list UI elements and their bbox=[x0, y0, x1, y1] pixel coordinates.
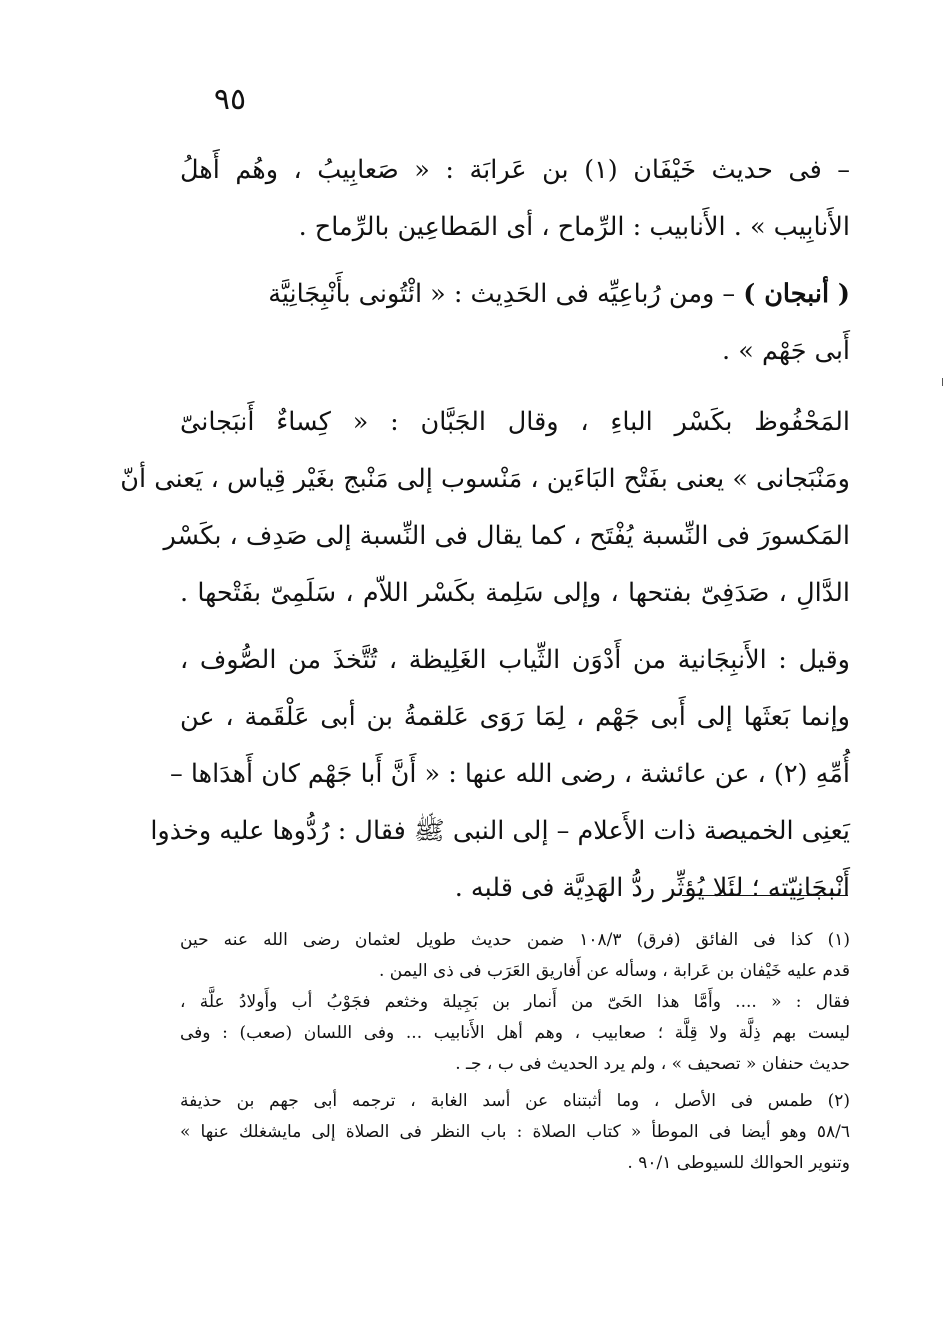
footnote-line: قدم عليه خَيْفان بن عَرابة ، وسأله عن أَفاريق العَرَب فى ذى اليمن . bbox=[378, 961, 850, 981]
paragraph-2 bbox=[180, 266, 850, 380]
paragraph-3 bbox=[120, 394, 850, 622]
page-number: ٩٥ bbox=[213, 82, 247, 117]
text-line bbox=[180, 266, 850, 323]
footnote-line: وتنوير الحوالك للسيوطى ٩٠/١ . bbox=[627, 1153, 850, 1173]
footnote-line: (١) كذا فى الفائق (فرق) ١٠٨/٣ ضمن حديث طويل لعثمان رضى الله عنه حين bbox=[180, 930, 850, 950]
text-line: ومَنْبَجانى » يعنى بفَتْح البَاءَين ، مَنْسوب إلى مَنْبج بغَيْر قِياس ، يَعنى أنّ bbox=[120, 464, 850, 494]
footnote-2 bbox=[180, 1086, 850, 1179]
paragraph-4 bbox=[150, 632, 850, 917]
footnote-line: (٢) طمس فى الأصل ، وما أثبتناه عن أسد الغابة ، ترجمه أبى جهم بن حذيفة bbox=[180, 1091, 850, 1111]
paragraph-1 bbox=[180, 142, 850, 256]
footnotes bbox=[180, 925, 850, 1179]
text-line: يَعنِى الخميصة ذات الأَعلام – إلى النبى ﷺ فقال : رُدُّوها عليه وخذوا bbox=[150, 816, 850, 846]
footnote-divider bbox=[682, 895, 848, 896]
footnote-line: فقال : « .... وأَمَّا هذا الحَىّ من أَنمار بن بَجِيلة وخثعم فجَوْبُ أب وأَولادُ علَّة ، bbox=[180, 992, 850, 1012]
text-line: الدَّالِ ، صَدَفِىّ بفتحها ، وإلى سَلِمة بكَسْر اللاّم ، سَلَمِىّ بفَتْحها . bbox=[180, 578, 850, 608]
main-text bbox=[120, 142, 850, 917]
footnote-line: ليست بهم ذِلَّة ولا قِلَّة ؛ صعابيب ، وهم أهل الأَنابيب ... وفى اللسان (صعب) : وفى bbox=[180, 1023, 850, 1043]
entry-headword: ( أنبجان ) bbox=[743, 279, 850, 309]
text-line: أُمِّهِ (٢) ، عن عائشة ، رضى الله عنها : « أَنَّ أَبا جَهْم كان أَهدَاها – bbox=[170, 759, 850, 789]
text-line: وإنما بَعثَها إلى أَبى جَهْم ، لِمَا رَوَى عَلقمةُ بن أبى عَلْقَمة ، عن bbox=[180, 702, 850, 732]
footnote-1 bbox=[180, 925, 850, 1080]
text-line: أَنْبجَانِيّته ؛ لئَلا يُؤثِّر ردُّ الهَدِيَّة فى قلبه . bbox=[454, 873, 850, 903]
text-line: المَكسورَ فى النِّسبة يُفْتَح ، كما يقال فى النِّسبة إلى صَدِف ، بكَسْر bbox=[163, 521, 850, 551]
footnote-line: ٥٨/٦ وهو أيضا فى الموطأ « كتاب الصلاة : باب النظر فى الصلاة إلى مايشغلك عنها » bbox=[180, 1122, 850, 1142]
text-line: وقيل : الأَنبِجَانية من أَدْوَن الثِّياب الغَلِيظة ، تُتَّخذَ من الصُّوف ، bbox=[180, 645, 850, 675]
footnote-line: حديث حنفان « تصحيف » ، ولم يرد الحديث فى ب ، جـ . bbox=[455, 1054, 850, 1074]
text-line: المَحْفُوظ بكَسْر الباءِ ، وقال الجَبَّان : « كِساءٌ أَنبَجانىّ bbox=[180, 407, 850, 437]
entry-text: – ومن رُباعِيِّه فى الحَدِيث : « ائْتُونى بأَنْبِجَانِيَّة bbox=[268, 279, 744, 309]
text-line: – فى حديث خَيْفَان (١) بن عَرابَة : « صَعابِيبُ ، وهُم أَهلُ bbox=[180, 155, 850, 185]
text-line: الأَنابِيب » . الأَنابيب : الرِّماح ، أى المَطاعِين بالرِّماح . bbox=[298, 212, 850, 242]
text-line: أَبى جَهْم » . bbox=[722, 336, 850, 366]
